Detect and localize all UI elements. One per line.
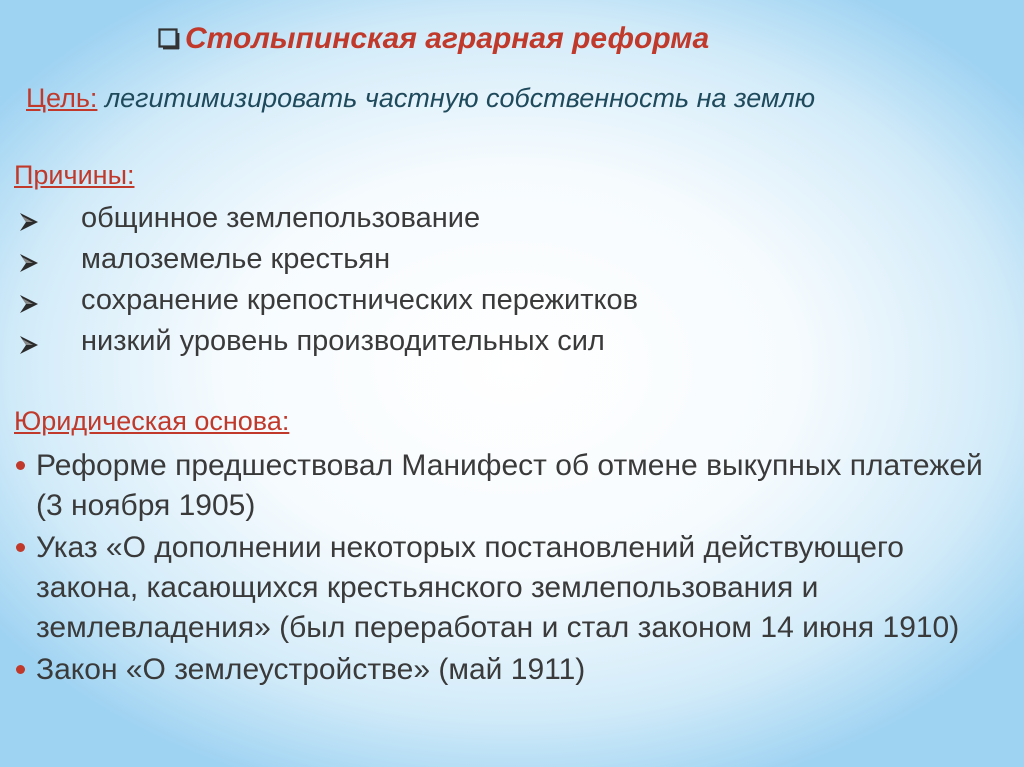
arrow-bullet-icon — [18, 249, 40, 271]
legal-text: Реформе предшествовал Манифест об отмене выкупных платежей (3 ноября 1905) — [36, 449, 983, 522]
reasons-heading: Причины: — [14, 160, 135, 190]
arrow-bullet-icon — [18, 331, 40, 353]
list-item — [14, 528, 999, 648]
list-item — [18, 198, 638, 239]
reason-text: общинное землепользование — [81, 202, 481, 234]
legal-text: Указ «О дополнении некоторых постановлений действующего закона, касающихся крестьянского землепользования и землевладения» (был переработан и стал законом 14 июня 1910) — [36, 531, 960, 644]
list-item — [14, 446, 999, 526]
goal-label: Цель: — [26, 83, 98, 113]
reason-text: низкий уровень производительных сил — [81, 325, 605, 357]
dot-bullet-icon — [16, 461, 25, 470]
legal-text: Закон «О землеустройстве» (май 1911) — [36, 653, 586, 686]
arrow-bullet-icon — [18, 290, 40, 312]
goal-block — [18, 78, 978, 118]
page-title: Столыпинская аграрная реформа — [185, 22, 710, 55]
legal-basis-heading: Юридическая основа: — [14, 406, 290, 436]
dot-bullet-icon — [16, 665, 25, 674]
list-item — [14, 650, 999, 690]
dot-bullet-icon — [16, 543, 25, 552]
title-row — [158, 22, 709, 56]
list-item — [18, 321, 638, 362]
reason-text: малоземелье крестьян — [81, 243, 391, 275]
list-item — [18, 280, 638, 321]
arrow-bullet-icon — [18, 208, 40, 230]
reason-text: сохранение крепостнических пережитков — [81, 284, 639, 316]
reasons-list — [18, 198, 638, 362]
list-item — [18, 239, 638, 280]
legal-basis-list — [14, 446, 999, 692]
checkbox-icon — [158, 28, 180, 50]
goal-text: легитимизировать частную собственность на землю — [104, 83, 816, 113]
